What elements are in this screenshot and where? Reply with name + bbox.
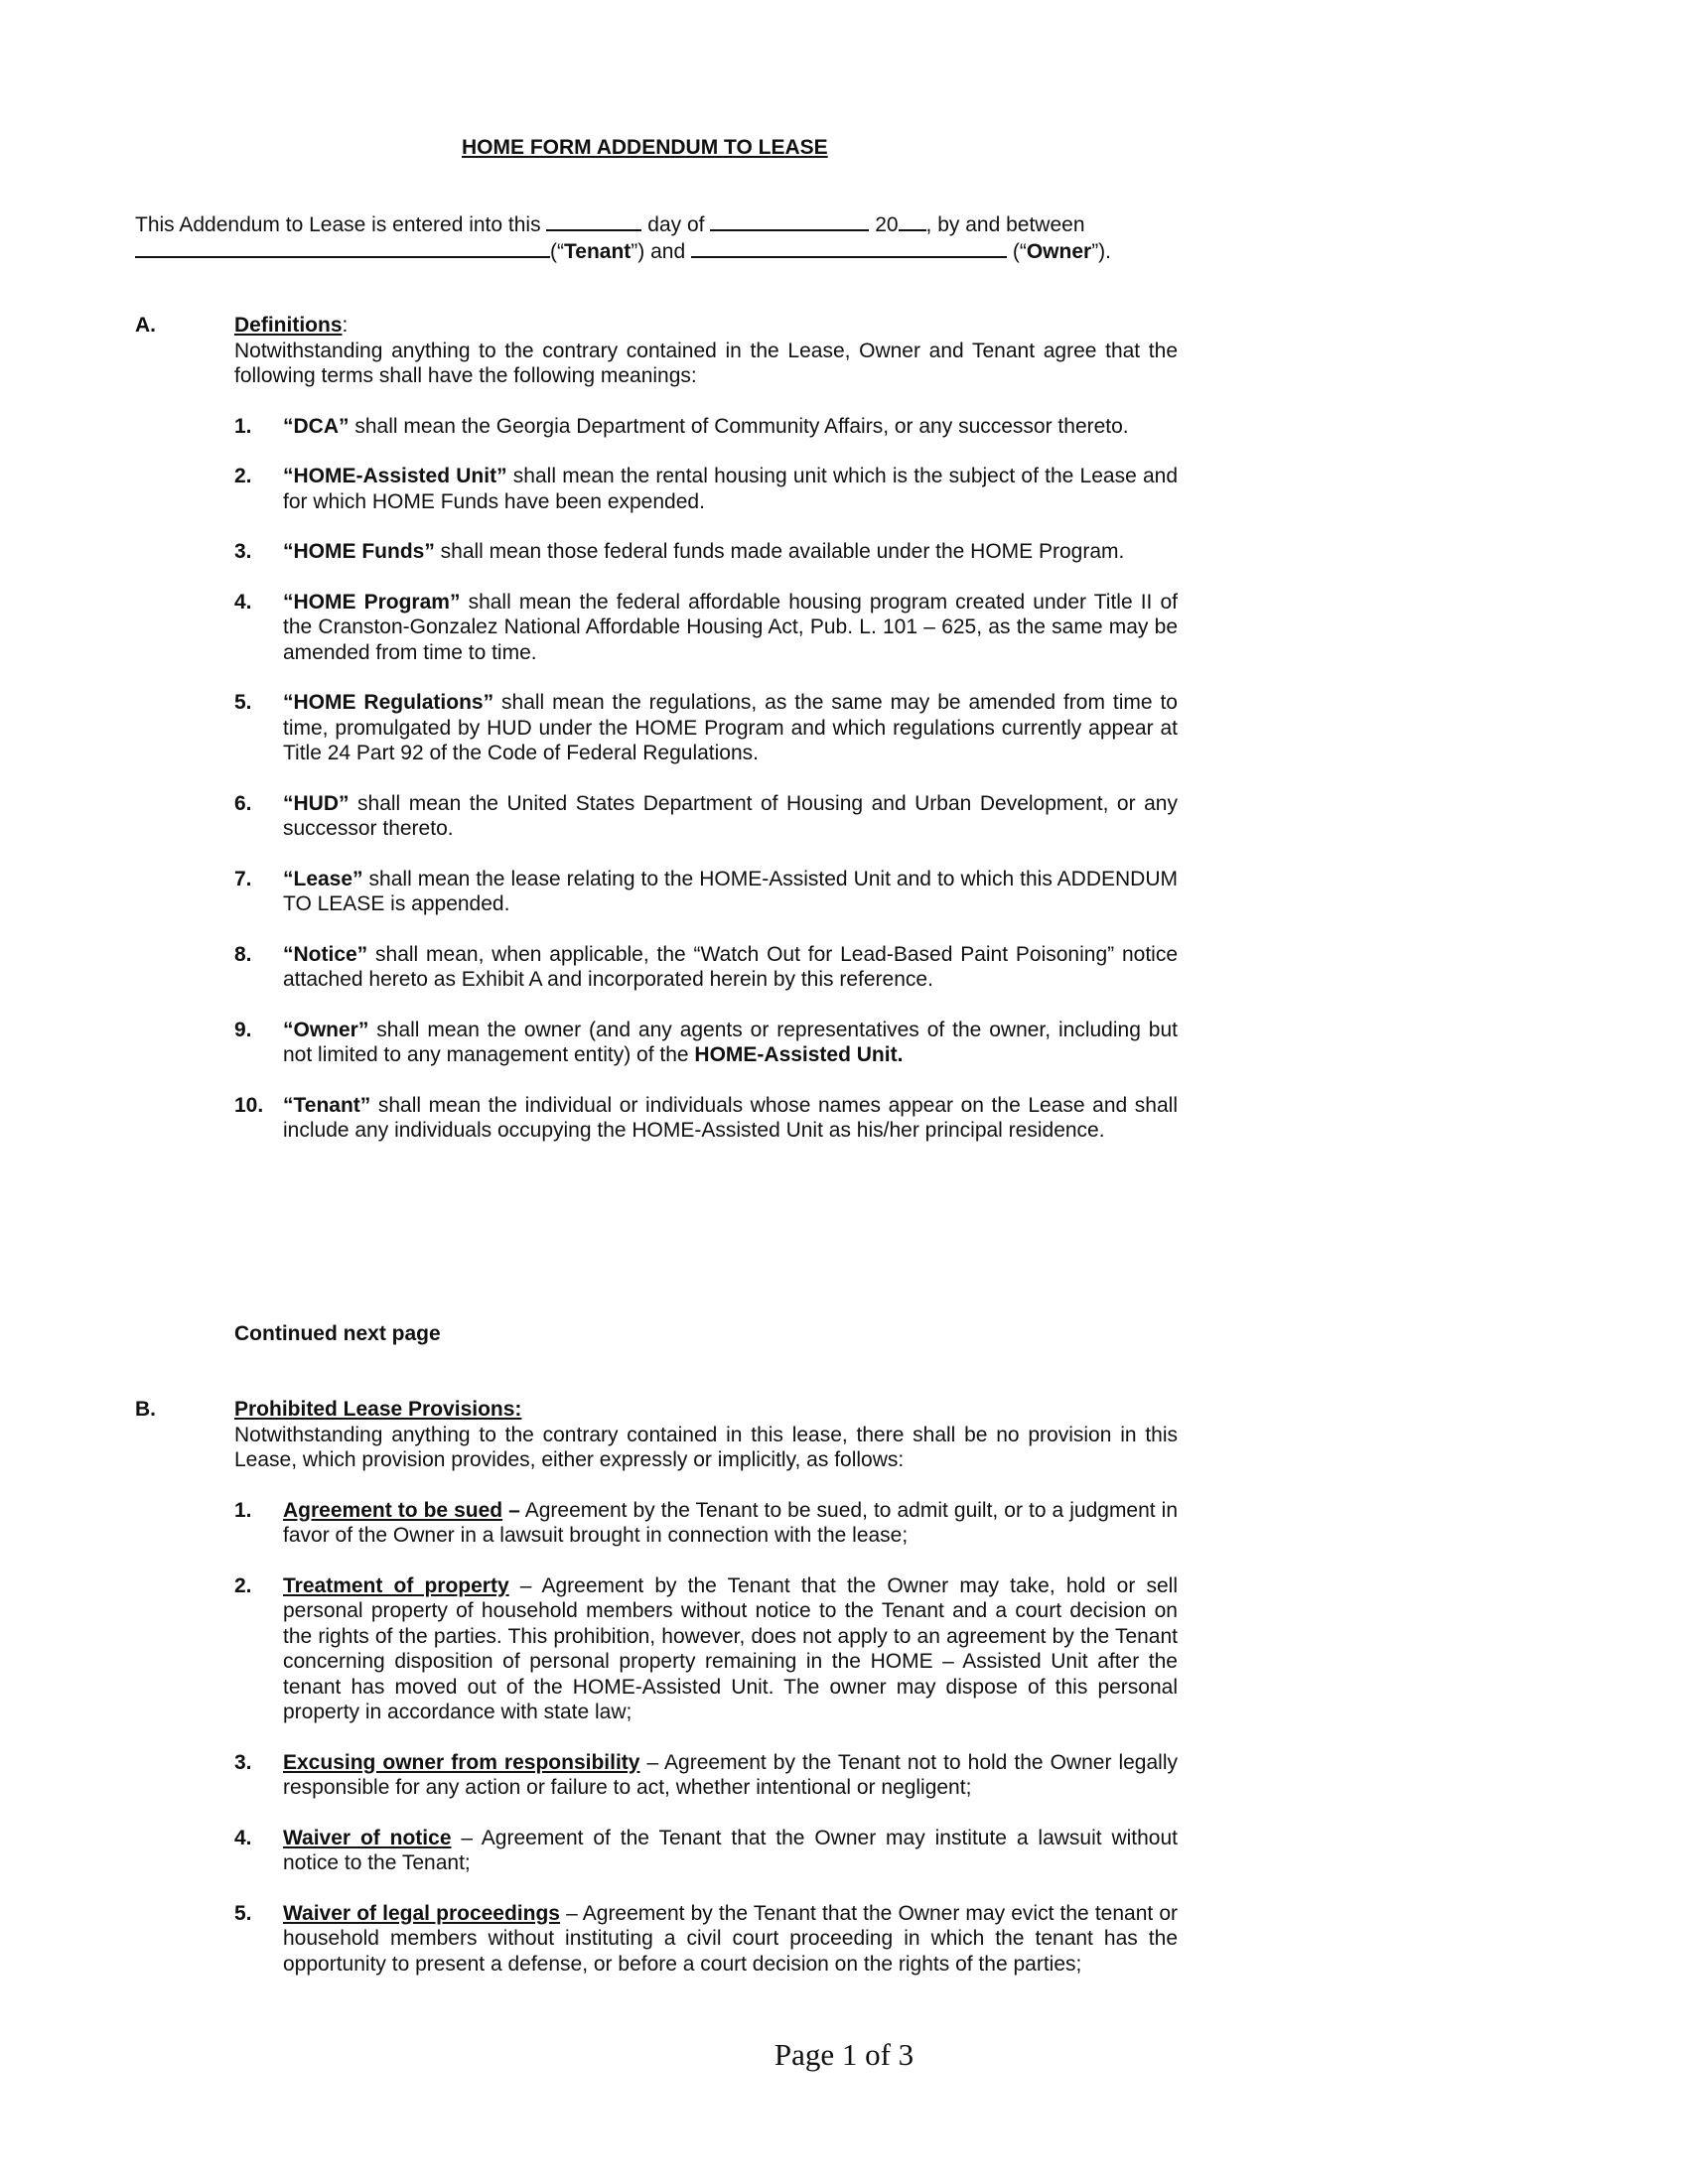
list-item <box>234 791 1178 842</box>
list-item <box>234 464 1178 514</box>
item-term: “DCA” <box>283 414 350 438</box>
item-text: shall mean the United States Department of Housing and Urban Development, or any successor thereto. <box>283 791 1178 840</box>
day-blank <box>546 211 641 231</box>
continued-note: Continued next page <box>234 1322 441 1345</box>
item-term: Waiver of legal proceedings <box>283 1901 560 1925</box>
item-number: 2. <box>234 1573 252 1597</box>
section-b-letter: B. <box>135 1398 156 1421</box>
item-term: Waiver of notice <box>283 1826 452 1849</box>
item-text: Agreement by the Tenant to be sued, to admit guilt, or to a judgment in favor of the Owner in a lawsuit brought in connection with the lease; <box>283 1498 1179 1547</box>
item-term: “HUD” <box>283 791 350 815</box>
item-dash: – <box>508 1573 532 1597</box>
section-a <box>135 313 1178 1168</box>
item-number: 4. <box>234 590 252 614</box>
owner-label: Owner <box>1026 239 1092 263</box>
section-b-heading: Prohibited Lease Provisions: <box>234 1398 522 1421</box>
item-text: Agreement by the Tenant not to hold the Owner legally responsible for any action or failure to act, whether intentional or negligent; <box>283 1750 1178 1799</box>
item-term: “Lease” <box>283 867 363 890</box>
item-term: “HOME Regulations” <box>283 691 494 714</box>
list-item <box>234 942 1178 993</box>
item-term: “Tenant” <box>283 1093 371 1117</box>
list-item <box>234 1018 1178 1068</box>
item-text: shall mean those federal funds made available under the HOME Program. <box>434 540 1125 563</box>
year-blank <box>899 211 926 231</box>
intro-text-4: , by and between <box>925 213 1085 236</box>
list-item <box>234 690 1178 766</box>
item-term: “HOME-Assisted Unit” <box>283 465 507 487</box>
list-item <box>234 1093 1178 1144</box>
item-number: 10. <box>234 1093 264 1117</box>
item-number: 2. <box>234 465 252 487</box>
tenant-label: Tenant <box>564 239 632 263</box>
item-text: Agreement of the Tenant that the Owner may institute a lawsuit without notice to the Tenant; <box>283 1826 1179 1874</box>
item-number: 6. <box>234 791 252 815</box>
list-item <box>234 590 1178 666</box>
intro-text-2: day of <box>647 213 705 236</box>
item-number: 8. <box>234 942 252 966</box>
item-text: shall mean the lease relating to the HOME-Assisted Unit and to which this ADDENDUM TO LEASE is appended. <box>283 867 1178 915</box>
section-a-heading: Definitions <box>234 314 343 337</box>
item-number: 3. <box>234 540 252 563</box>
section-b-intro: Notwithstanding anything to the contrary contained in this lease, there shall be no provision in this Lease, which provision provides, either expressly or implicitly, as follows: <box>234 1423 1178 1471</box>
item-term: “HOME Funds” <box>283 540 435 563</box>
list-item <box>234 1750 1178 1801</box>
intro-text-8: ”). <box>1091 239 1112 263</box>
item-text: Agreement by the Tenant that the Owner may take, hold or sell personal property of household members without notice to the Tenant and a court decision on the rights of the parties. This prohibition, however, does not apply to an agreement by the Tenant concerning disposition of personal property remaining in the HOME – Assisted Unit after the tenant has moved out of the HOME-Assisted Unit. The owner may dispose of this personal property in accordance with state law; <box>283 1573 1178 1723</box>
list-item <box>234 1573 1178 1725</box>
item-text: shall mean the individual or individuals whose names appear on the Lease and shall include any individuals occupying the HOME-Assisted Unit as his/her principal residence. <box>283 1093 1178 1142</box>
section-b-items <box>234 1498 1178 1978</box>
list-item <box>234 414 1178 440</box>
list-item <box>234 539 1178 565</box>
intro-text-5: (“ <box>550 239 564 263</box>
section-a-heading-suffix: : <box>342 314 349 337</box>
intro-paragraph <box>135 211 1178 264</box>
item-text: shall mean the Georgia Department of Community Affairs, or any successor thereto. <box>349 414 1129 438</box>
item-text: shall mean the federal affordable housing program created under Title II of the Cranston-Gonzalez National Affordable Housing Act, Pub. L. 101 – 625, as the same may be amended from time to time. <box>283 590 1178 664</box>
list-item <box>234 1498 1178 1549</box>
item-term: “Notice” <box>283 942 368 966</box>
item-number: 4. <box>234 1826 252 1849</box>
item-number: 1. <box>234 414 252 438</box>
item-term: Excusing owner from responsibility <box>283 1750 640 1774</box>
intro-text-1: This Addendum to Lease is entered into this <box>135 213 541 236</box>
page-number: Page 1 of 3 <box>774 2037 914 2072</box>
list-item <box>234 867 1178 917</box>
item-number: 5. <box>234 1901 252 1925</box>
item-text: shall mean the owner (and any agents or representatives of the owner, including but not limited to any management entity) of the <box>283 1018 1178 1066</box>
item-text: shall mean the rental housing unit which is the subject of the Lease and for which HOME Funds have been expended. <box>283 465 1179 513</box>
intro-text-6: ”) and <box>631 239 686 263</box>
tenant-blank <box>135 238 550 258</box>
item-term: Agreement to be sued <box>283 1498 503 1522</box>
intro-line-2 <box>135 238 1178 265</box>
section-a-letter: A. <box>135 314 156 337</box>
document-title: HOME FORM ADDENDUM TO LEASE <box>462 136 828 159</box>
item-dash: – <box>451 1826 474 1849</box>
intro-text-7: (“ <box>1012 239 1027 263</box>
item-text: shall mean the regulations, as the same may be amended from time to time, promulgated by HUD under the HOME Program and which regulations currently appear at Title 24 Part 92 of the Code of Federal Regulations. <box>283 691 1178 764</box>
item-number: 5. <box>234 691 252 714</box>
item-number: 1. <box>234 1498 252 1522</box>
item-dash: – <box>559 1901 578 1925</box>
item-tail: HOME-Assisted Unit. <box>694 1043 904 1066</box>
list-item <box>234 1901 1178 1978</box>
item-number: 7. <box>234 867 252 890</box>
item-number: 3. <box>234 1750 252 1774</box>
item-dash: – <box>639 1750 659 1774</box>
section-b <box>135 1397 1178 2001</box>
item-text: shall mean, when applicable, the “Watch Out for Lead-Based Paint Poisoning” notice attached hereto as Exhibit A and incorporated herein by this reference. <box>283 942 1178 991</box>
intro-text-3: 20 <box>875 213 899 236</box>
item-text: Agreement by the Tenant that the Owner may evict the tenant or household members without instituting a civil court proceeding in which the tenant has the opportunity to present a defense, or before a court decision on the rights of the parties; <box>283 1901 1179 1976</box>
item-term: “Owner” <box>283 1018 369 1041</box>
item-number: 9. <box>234 1018 252 1041</box>
item-term: “HOME Program” <box>283 590 461 614</box>
item-term: Treatment of property <box>283 1573 509 1597</box>
list-item <box>234 1826 1178 1876</box>
section-a-items <box>234 414 1178 1144</box>
month-blank <box>710 211 869 231</box>
item-dash: – <box>502 1498 520 1522</box>
section-a-intro: Notwithstanding anything to the contrary contained in the Lease, Owner and Tenant agree that the following terms shall have the following meanings: <box>234 339 1178 387</box>
owner-blank <box>691 238 1007 258</box>
